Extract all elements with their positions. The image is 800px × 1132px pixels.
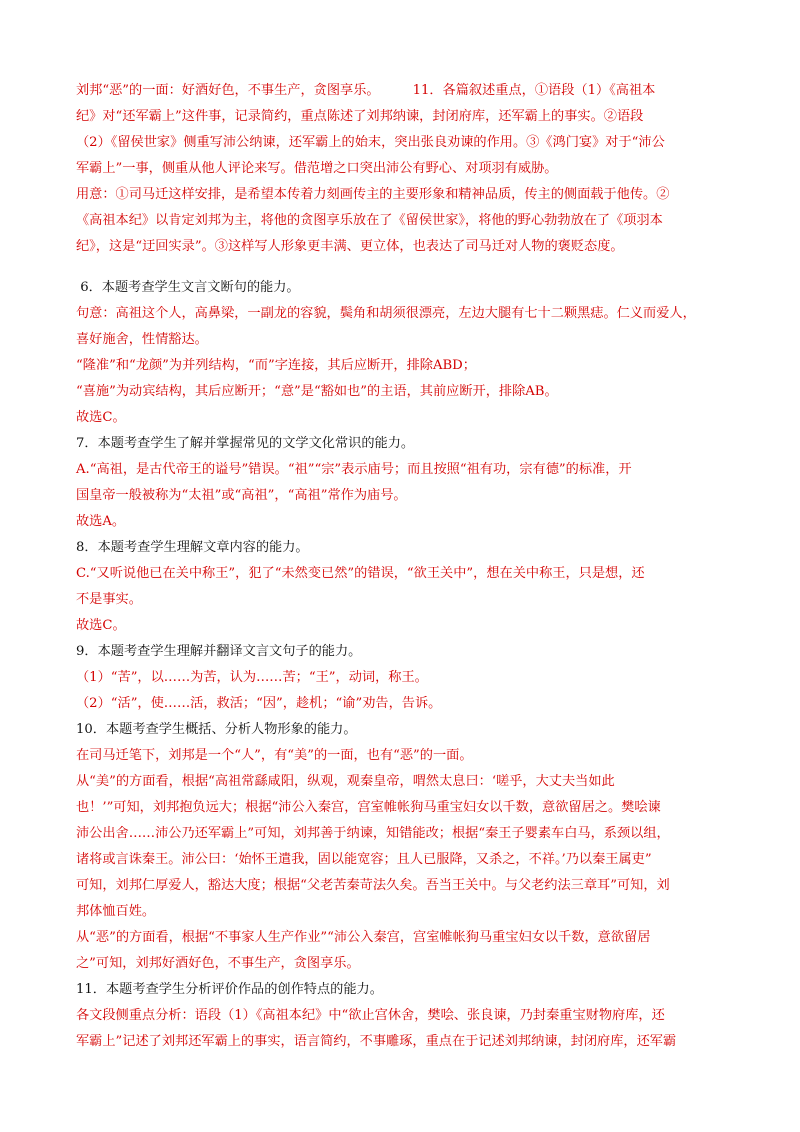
text-line — [76, 408, 126, 428]
text-line — [76, 382, 558, 402]
answer-text: 故选C。 — [76, 410, 126, 425]
text-line — [76, 876, 670, 896]
answer-text: A.“高祖，是古代帝王的谥号”错误。“祖”“宗”表示庙号；而且按照“祖有功，宗有德”的标准，开 — [76, 462, 632, 477]
answer-text: 11．各篇叙述重点，①语段（1）《高祖本 — [373, 83, 656, 98]
text-line — [76, 694, 441, 714]
answer-text: 邦体恤百姓。 — [76, 904, 156, 919]
answer-text: 从“恶”的方面看，根据“不事家人生产作业”“沛公入秦宫，宫室帷帐狗马重宝妇女以千数，意欲留居 — [76, 930, 651, 945]
text-line — [76, 460, 632, 480]
answer-text: （2）“活”，使……活，救活；“因”，趁机；“谕”劝告，告诉。 — [76, 696, 442, 711]
question-heading: 11．本题考查学生分析评价作品的创作特点的能力。 — [76, 982, 383, 997]
answer-text: 各文段侧重点分析：语段（1）《高祖本纪》中“欲止宫休舍，樊哙、张良谏，乃封秦重宝财物府库，还 — [76, 1008, 665, 1023]
text-line — [76, 185, 669, 205]
answer-text: 也！’”可知，刘邦抱负远大；根据“沛公入秦宫，宫室帷帐狗马重宝妇女以千数，意欲留居之。樊哙谏 — [76, 800, 661, 815]
answer-text: 之”可知，刘邦好酒好色，不事生产，贪图享乐。 — [76, 956, 360, 971]
text-line — [76, 159, 558, 179]
text-line — [76, 746, 473, 766]
text-line — [76, 538, 309, 558]
answer-text: 不是事实。 — [76, 592, 142, 607]
text-line — [76, 356, 476, 376]
text-line — [76, 237, 624, 257]
text-line — [76, 798, 661, 818]
answer-text: 刘邦“恶”的一面：好酒好色，不事生产，贪图享乐。 — [76, 83, 374, 98]
answer-text: 喜好施舍，性情豁达。 — [76, 332, 208, 347]
answer-text: 诸将或言诛秦王。沛公曰：‘始怀王遣我，固以能宽容；且人已服降，又杀之，不祥。’乃以秦王属吏” — [76, 852, 652, 867]
answer-text: 纪》，这是“迂回实录”。③这样写人形象更丰满、更立体，也表达了司马迁对人物的褒贬态度。 — [76, 239, 624, 254]
text-line — [76, 590, 142, 610]
question-heading: 8．本题考查学生理解文章内容的能力。 — [76, 540, 309, 555]
answer-text: “喜施”为动宾结构，其后应断开；“意”是“豁如也”的主语，其前应断开，排除AB。 — [76, 384, 558, 399]
question-heading: 9．本题考查学生理解并翻译文言文句子的能力。 — [76, 644, 362, 659]
text-line — [76, 434, 414, 454]
answer-text: 国皇帝一般被称为“太祖”或“高祖”，“高祖”常作为庙号。 — [76, 488, 407, 503]
text-line — [76, 330, 208, 350]
answer-text: 《高祖本纪》以肯定刘邦为主，将他的贪图享乐放在了《留侯世家》，将他的野心勃勃放在了《项羽本 — [76, 213, 663, 228]
answer-text: 故选A。 — [76, 514, 126, 529]
text-line — [76, 1006, 665, 1026]
answer-text: （1）“苦”，以……为苦，认为……苦；“王”，动词，称王。 — [76, 670, 428, 685]
text-line — [76, 1032, 676, 1052]
text-line — [76, 616, 126, 636]
text-line — [76, 211, 663, 231]
text-line — [76, 824, 670, 844]
text-line — [76, 772, 615, 792]
text-line — [76, 81, 655, 101]
answer-text: 军霸上”一事，侧重从他人评论来写。借范增之口突出沛公有野心、对项羽有威胁。 — [76, 161, 558, 176]
text-line — [76, 668, 428, 688]
answer-text: 故选C。 — [76, 618, 126, 633]
answer-text: 军霸上”记述了刘邦还军霸上的事实，语言简约，不事雕琢，重点在于记述刘邦纳谏，封闭府库，还军霸 — [76, 1034, 677, 1049]
answer-text: 句意：高祖这个人，高鼻梁，一副龙的容貌，鬓角和胡须很漂亮，左边大腿有七十二颗黑痣。仁义而爱人， — [76, 306, 696, 321]
answer-text: 可知，刘邦仁厚爱人，豁达大度；根据“父老苦秦苛法久矣。吾当王关中。与父老约法三章耳”可知，刘 — [76, 878, 670, 893]
text-line — [76, 512, 125, 532]
text-line — [76, 850, 652, 870]
question-heading: 10．本题考查学生概括、分析人物形象的能力。 — [76, 722, 357, 737]
text-line — [76, 902, 155, 922]
question-heading: 6．本题考查学生文言文断句的能力。 — [76, 280, 300, 295]
text-line — [76, 107, 643, 127]
text-line — [76, 642, 361, 662]
answer-text: 在司马迁笔下，刘邦是一个“人”，有“美”的一面，也有“恶”的一面。 — [76, 748, 473, 763]
text-line — [76, 486, 407, 506]
answer-text: 沛公出舍……沛公乃还军霸上”可知，刘邦善于纳谏，知错能改；根据“秦王子婴素车白马，系颈以组， — [76, 826, 670, 841]
answer-text: 从“美”的方面看，根据“高祖常繇咸阳，纵观，观秦皇帝，喟然太息曰：‘嗟乎，大丈夫当如此 — [76, 774, 615, 789]
text-line — [76, 564, 645, 584]
text-line — [76, 720, 357, 740]
answer-text: 纪》对“还军霸上”这件事，记录简约，重点陈述了刘邦纳谏，封闭府库，还军霸上的事实。②语段 — [76, 109, 644, 124]
text-line — [76, 133, 665, 153]
question-heading: 7．本题考查学生了解并掌握常见的文学文化常识的能力。 — [76, 436, 415, 451]
answer-text: C.“又听说他已在关中称王”，犯了“未然变已然”的错误，“欲王关中”，想在关中称王，只是想，还 — [76, 566, 645, 581]
answer-text: “隆准”和“龙颜”为并列结构，“而”字连接，其后应断开，排除ABD； — [76, 358, 476, 373]
text-line — [76, 278, 300, 298]
answer-text: 用意：①司马迁这样安排，是希望本传着力刻画传主的主要形象和精神品质，传主的侧面载于他传。② — [76, 187, 670, 202]
text-line — [76, 954, 360, 974]
text-line — [76, 304, 696, 324]
text-line — [76, 980, 383, 1000]
text-line — [76, 928, 650, 948]
answer-text: （2）《留侯世家》侧重写沛公纳谏，还军霸上的始末，突出张良劝谏的作用。③《鸿门宴》对于“沛公 — [76, 135, 665, 150]
